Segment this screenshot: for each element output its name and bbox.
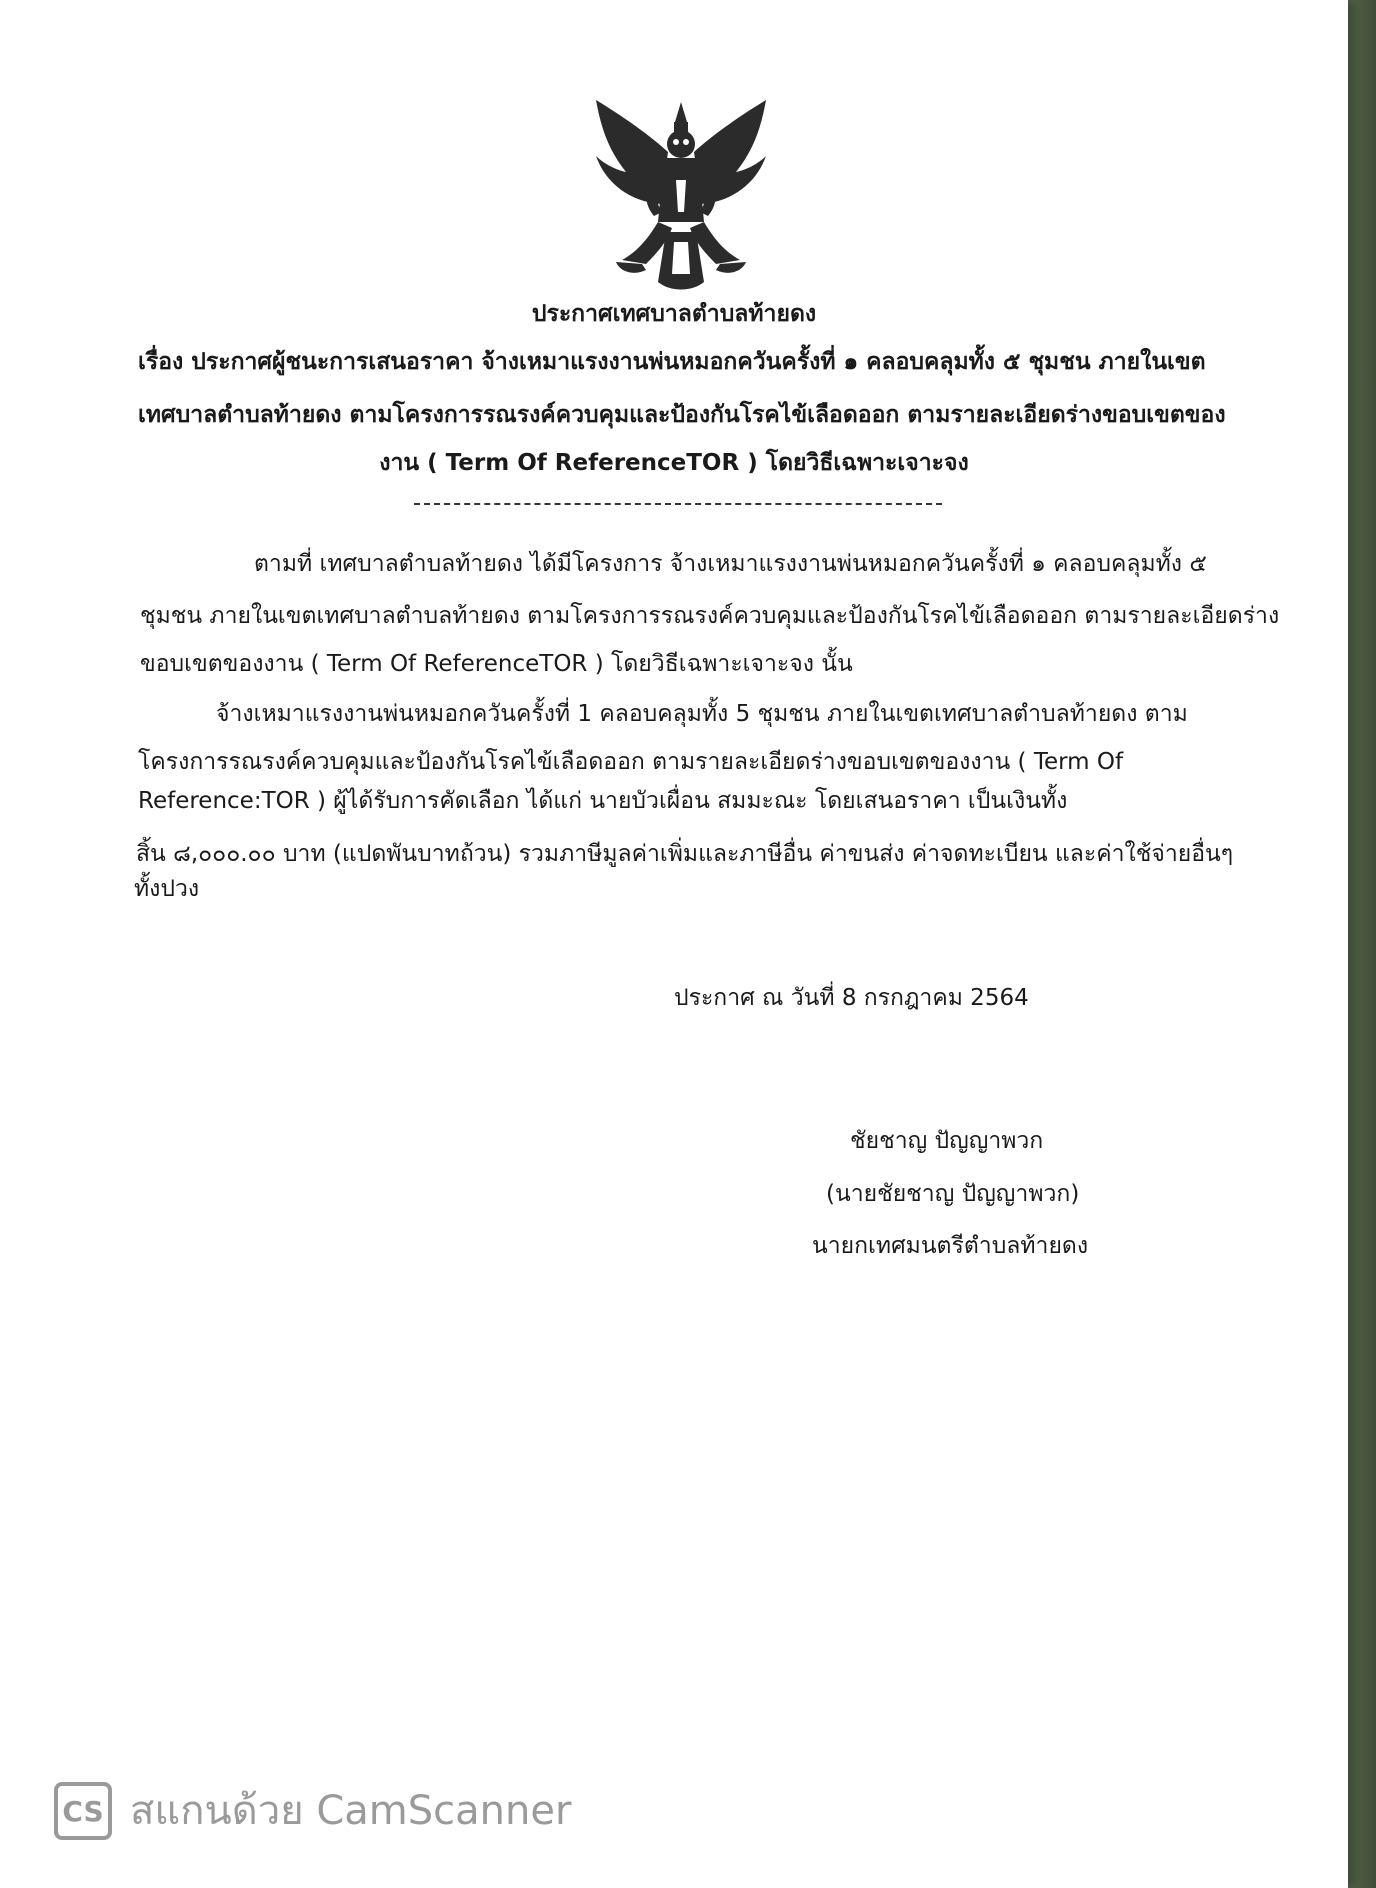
section-divider [414, 503, 942, 505]
paragraph-2-line-4: สิ้น ๘,๐๐๐.๐๐ บาท (แปดพันบาทถ้วน) รวมภาษีมูลค่าเพิ่มและภาษีอื่น ค่าขนส่ง ค่าจดทะเบียน และค่าใช้จ่ายอื่นๆ [136, 841, 1234, 867]
paragraph-2-line-3: Reference:TOR ) ผู้ได้รับการคัดเลือก ได้แก่ นายบัวเผื่อน สมมะณะ โดยเสนอราคา เป็นเงินทั้ง [138, 788, 1068, 814]
paragraph-2-line-2: โครงการรณรงค์ควบคุมและป้องกันโรคไข้เลือดออก ตามรายละเอียดร่างขอบเขตของงาน ( Term Of [138, 749, 1124, 775]
camscanner-watermark [54, 1780, 571, 1842]
signature-name: ชัยชาญ ปัญญาพวก [850, 1128, 1044, 1154]
announcement-date: ประกาศ ณ วันที่ 8 กรกฎาคม 2564 [674, 985, 1029, 1011]
garuda-emblem-icon [586, 92, 776, 297]
signature-fullname: (นายชัยชาญ ปัญญาพวก) [826, 1181, 1080, 1207]
subject-line-3: งาน ( Term Of ReferenceTOR ) โดยวิธีเฉพาะเจาะจง [379, 450, 969, 476]
subject-line-1: เรื่อง ประกาศผู้ชนะการเสนอราคา จ้างเหมาแรงงานพ่นหมอกควันครั้งที่ ๑ คลอบคลุมทั้ง ๕ ชุมชน ภายในเขต [138, 349, 1206, 375]
subject-line-2: เทศบาลตำบลท้ายดง ตามโครงการรณรงค์ควบคุมและป้องกันโรคไข้เลือดออก ตามรายละเอียดร่างขอบเขตของ [138, 402, 1226, 428]
camscanner-logo-icon: CS [54, 1782, 112, 1840]
signature-position: นายกเทศมนตรีตำบลท้ายดง [812, 1233, 1089, 1259]
paragraph-1-line-3: ขอบเขตของงาน ( Term Of ReferenceTOR ) โดยวิธีเฉพาะเจาะจง นั้น [140, 651, 853, 677]
paragraph-1-line-2: ชุมชน ภายในเขตเทศบาลตำบลท้ายดง ตามโครงการรณรงค์ควบคุมและป้องกันโรคไข้เลือดออก ตามรายละเอียดร่าง [140, 603, 1280, 629]
document-title: ประกาศเทศบาลตำบลท้ายดง [531, 301, 817, 327]
paragraph-2-line-5: ทั้งปวง [134, 876, 200, 902]
paragraph-2-line-1: จ้างเหมาแรงงานพ่นหมอกควันครั้งที่ 1 คลอบคลุมทั้ง 5 ชุมชน ภายในเขตเทศบาลตำบลท้ายดง ตาม [216, 701, 1188, 727]
paragraph-1-line-1: ตามที่ เทศบาลตำบลท้ายดง ได้มีโครงการ จ้างเหมาแรงงานพ่นหมอกควันครั้งที่ ๑ คลอบคลุมทั้ง ๕ [254, 551, 1207, 577]
camscanner-watermark-text: สแกนด้วย CamScanner [130, 1788, 572, 1834]
